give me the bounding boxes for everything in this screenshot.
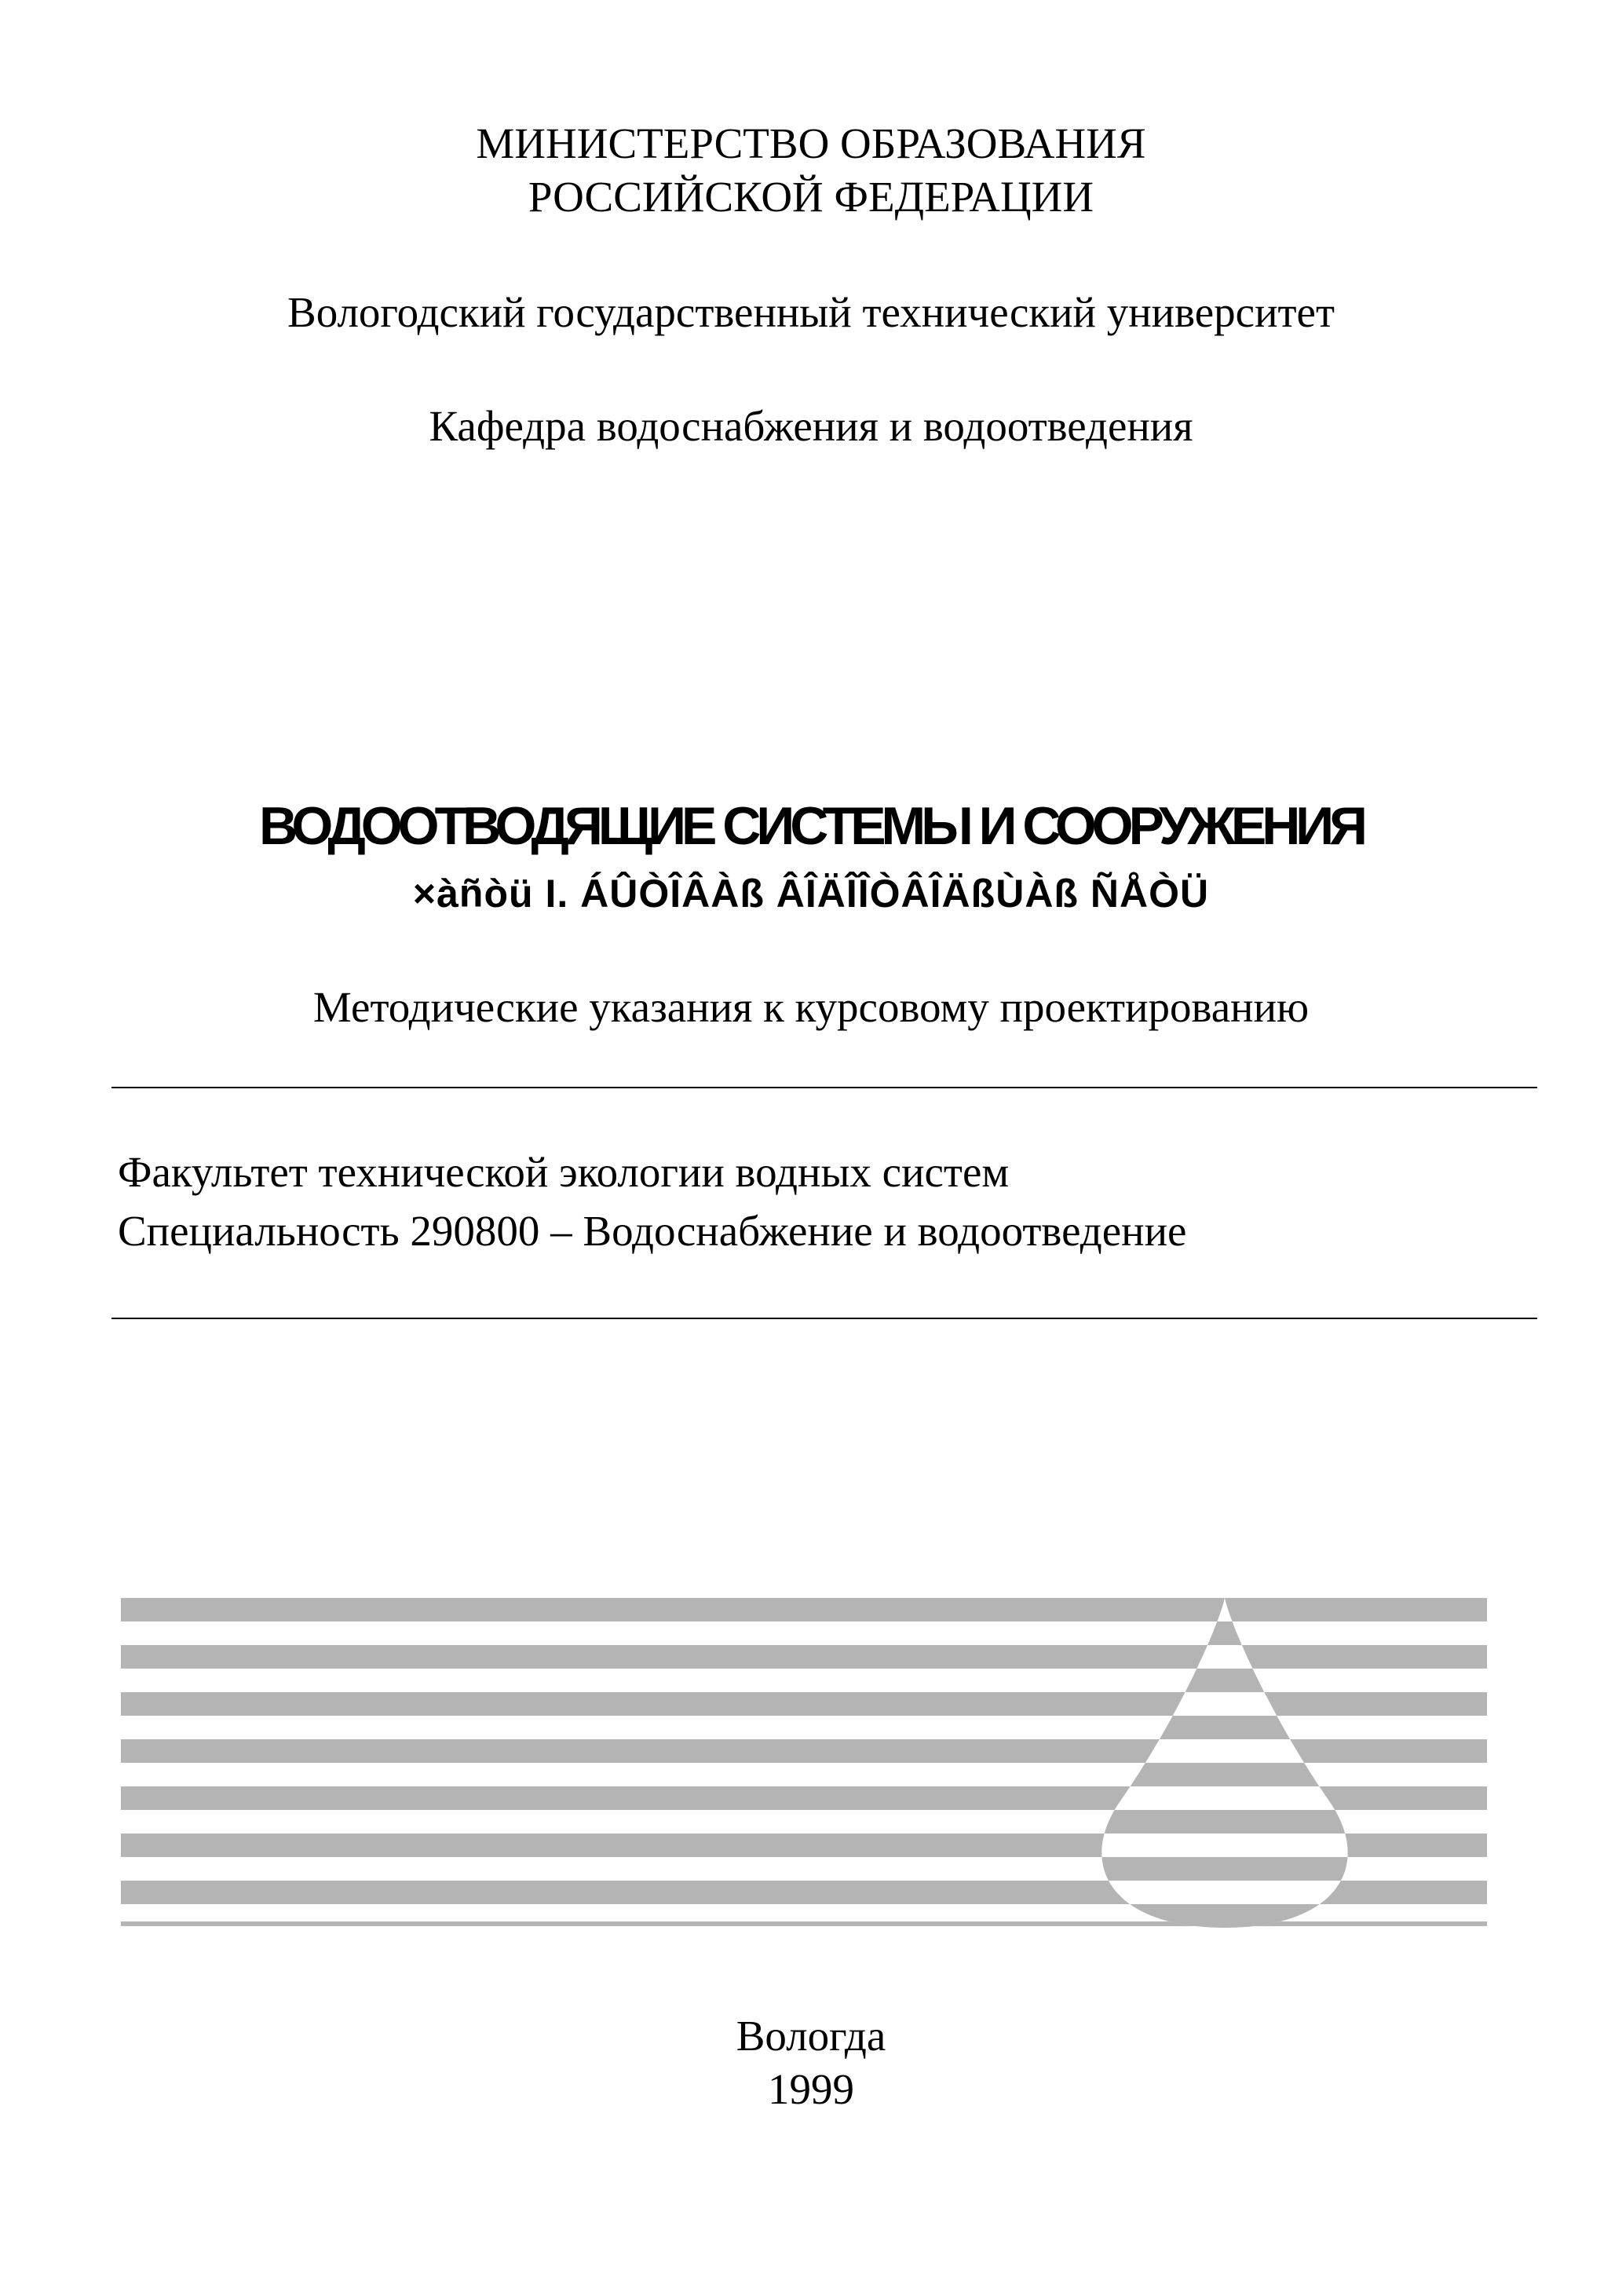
document-title: ВОДООТВОДЯЩИЕ СИСТЕМЫ И СООРУЖЕНИЯ [258, 796, 1364, 856]
bottom-divider [111, 1318, 1537, 1319]
drop-stripe [1063, 1669, 1393, 1692]
drop-stripe [1063, 1716, 1393, 1739]
drop-stripe [1063, 1621, 1393, 1645]
logo-stripe [121, 1598, 1487, 1621]
logo-base-line [121, 1921, 1487, 1926]
document-part-title: ×àñòü I. ÁÛÒÎÂÀß ÂÎÄÎÎÒÂÎÄßÙÀß ÑÅÒÜ [412, 872, 1210, 916]
ministry-line-1: МИНИСТЕРСТВО ОБРАЗОВАНИЯ [476, 119, 1146, 167]
logo-stripe [121, 1692, 1487, 1716]
drop-stripe [1063, 1810, 1393, 1834]
document-type: Методические указания к курсовому проектированию [312, 983, 1310, 1031]
ministry-line-2: РОССИЙСКОЙ ФЕДЕРАЦИИ [528, 173, 1094, 221]
department-name: Кафедра водоснабжения и водоотведения [429, 402, 1193, 450]
logo-stripe [121, 1645, 1487, 1669]
water-drop-logo [121, 1598, 1487, 1928]
drop-stripe [1063, 1763, 1393, 1786]
specialty-line: Специальность 290800 – Водоснабжение и водоотведение [118, 1207, 1187, 1255]
university-name: Вологодский государственный технический университет [287, 288, 1335, 336]
publication-year: 1999 [768, 2065, 854, 2113]
drop-stripe [1063, 1857, 1393, 1881]
top-divider [111, 1087, 1537, 1088]
faculty-line: Факультет технической экологии водных систем [118, 1148, 1010, 1196]
city-name: Вологда [736, 2012, 886, 2060]
